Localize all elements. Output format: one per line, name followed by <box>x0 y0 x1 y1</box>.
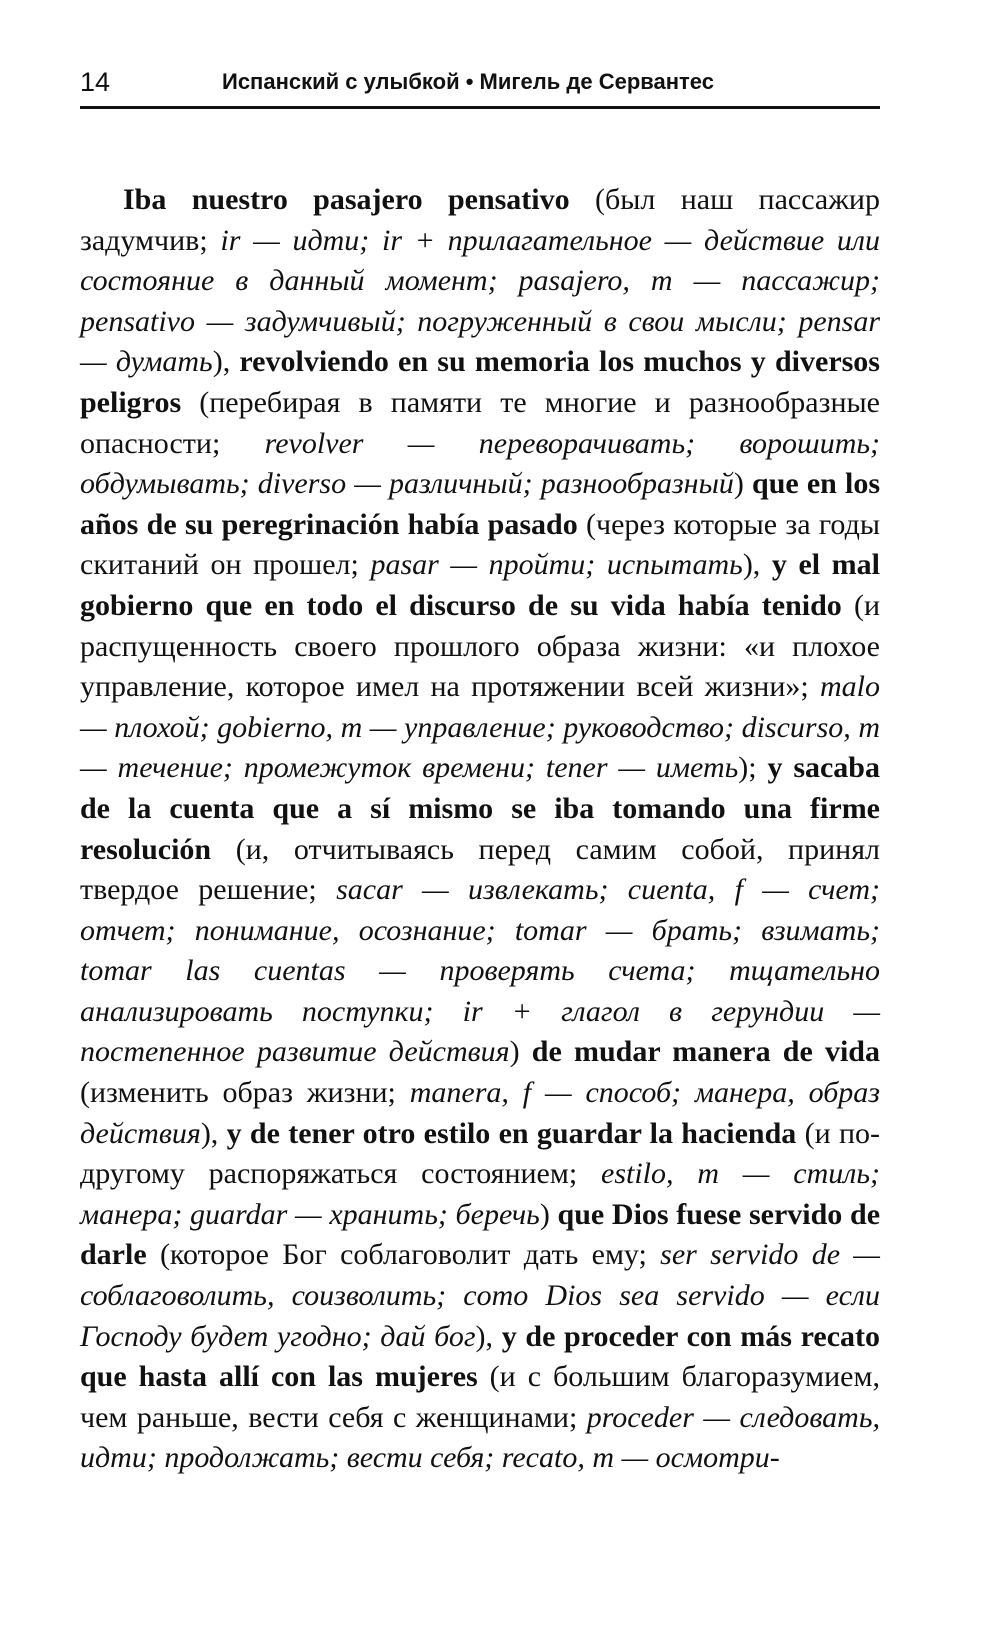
translation-text: (и распущенность своего прошлого образа жизни: «и плохое управление, которое имел на протяжении всей жизни»; <box>80 588 881 704</box>
vocabulary-note: manera, f — способ; манера, образ действия <box>80 1076 880 1150</box>
spanish-phrase: de mudar manera de vida <box>531 1035 880 1069</box>
translation-text: ) <box>733 467 753 501</box>
translation-text: (был наш пассажир задумчив; <box>80 183 880 257</box>
vocabulary-note: sacar — извлекать; cuenta, f — счет; отчет; понимание, осознание; tomar — брать; взимать; tomar las cuentas — проверять счета; тщательно анализировать поступки; ir + глагол в герундии — постепенное развитие действия <box>80 873 880 1069</box>
spanish-phrase: y el mal gobierno que en todo el discurso de su vida había tenido <box>80 548 880 622</box>
spanish-phrase: que en los años de su peregrinación había pasado <box>80 467 880 541</box>
spanish-phrase: y sacaba de la cuenta que a sí mismo se iba tomando una firme resolución <box>80 751 880 866</box>
translation-text: (и с большим благоразумием, чем раньше, вести себя с женщинами; <box>80 1360 880 1434</box>
spanish-phrase: y de proceder con más recato que hasta allí con las mujeres <box>80 1319 881 1394</box>
vocabulary-note: revolver — переворачивать; ворошить; обдумывать; diverso — различный; разнообразный <box>80 426 881 501</box>
spanish-phrase: Iba nuestro pasajero pensativo <box>123 183 570 216</box>
vocabulary-note: estilo, m — стиль; манера; guardar — хранить; беречь <box>80 1157 881 1231</box>
translation-text: (изменить образ жизни; <box>80 1076 410 1110</box>
spanish-phrase: revolviendo en su memoria los muchos y diversos peligros <box>80 345 880 419</box>
page-number: 14 <box>80 67 111 97</box>
vocabulary-note: pasar — пройти; испытать <box>370 548 743 582</box>
spanish-phrase: que Dios fuese servido de darle <box>80 1197 881 1272</box>
vocabulary-note: proceder — следовать, идти; продолжать; вести себя; recato, m — осмотри- <box>80 1400 880 1475</box>
vocabulary-note: ir — идти; ir + прилагательное — действие или состояние в данный момент; pasajero, m — пассажир; pensativo — задумчивый; погруженный в свои мысли; pensar — думать <box>80 223 880 379</box>
running-title: Испанский с улыбкой • Мигель де Сервантес <box>222 69 714 94</box>
spanish-phrase: y de tener otro estilo en guardar la hacienda <box>226 1116 797 1150</box>
translation-text: ), <box>200 1116 227 1150</box>
translation-text: (которое Бог соблаговолит дать ему; <box>146 1238 661 1272</box>
translation-text: ) <box>539 1197 558 1231</box>
page-header <box>80 62 880 102</box>
header-rule <box>80 106 880 109</box>
translation-text: ), <box>212 345 240 379</box>
translation-text: (и, отчитываясь перед самим собой, принял твердое решение; <box>80 832 880 907</box>
translation-text: ) <box>509 1035 532 1069</box>
body-paragraph <box>80 180 880 1479</box>
vocabulary-note: malo — плохой; gobierno, m — управление; руководство; discurso, m — течение; промежуток времени; tener — иметь <box>80 670 880 785</box>
translation-text: (и по-другому распоряжаться состоянием; <box>80 1116 880 1191</box>
translation-text: ), <box>742 548 772 582</box>
translation-text: (перебирая в памяти те многие и разнообразные опасности; <box>80 385 880 460</box>
translation-text: ); <box>738 751 768 785</box>
vocabulary-note: ser servido de — соблаговолить, соизволить; como Dios sea servido — если Господу будет угодно; дай бог <box>80 1238 880 1353</box>
translation-text: ), <box>475 1319 502 1353</box>
translation-text: (через которые за годы скитаний он прошел; <box>80 507 880 582</box>
